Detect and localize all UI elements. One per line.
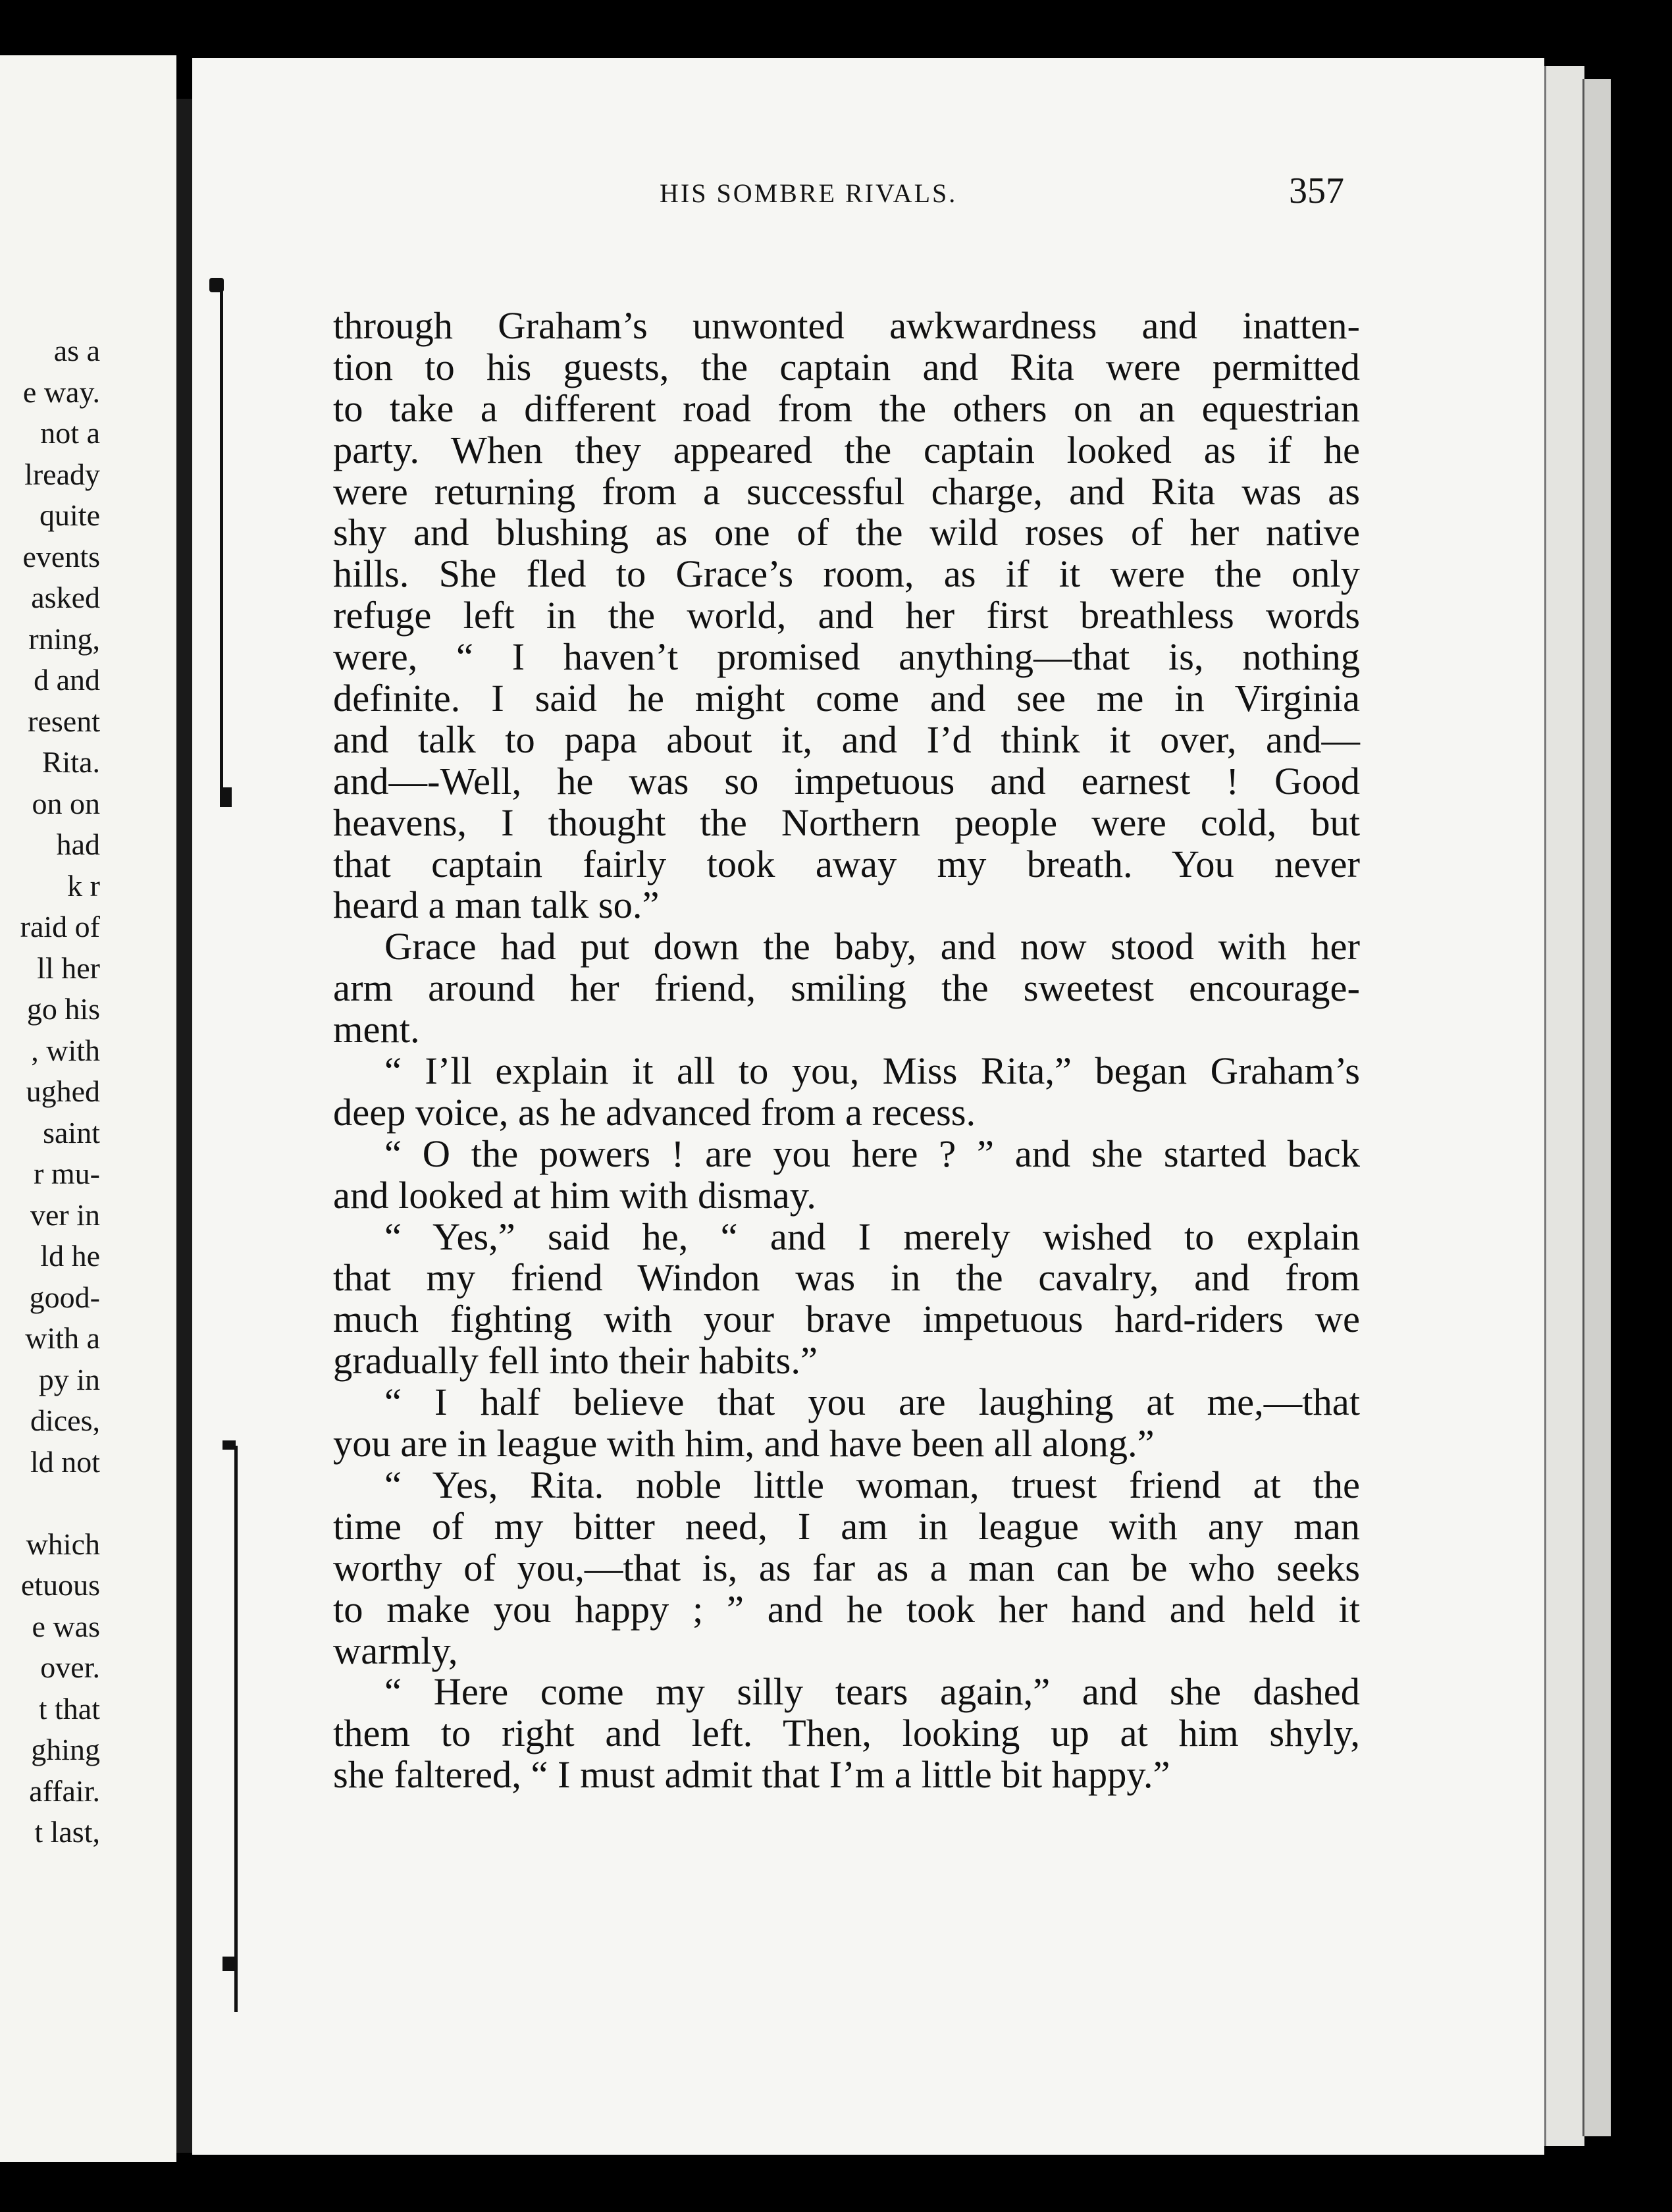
text-line: and looked at him with dismay. — [333, 1173, 816, 1217]
text-line: ment. — [333, 1008, 420, 1051]
binding-thread-mark — [220, 787, 232, 807]
left-page-fragment: t last, — [34, 1815, 100, 1849]
left-page-fragment — [20, 1483, 100, 1524]
left-page-fragment: ver in — [30, 1198, 100, 1232]
left-page-fragment: which — [26, 1527, 100, 1561]
left-page-fragment: over. — [40, 1650, 100, 1684]
left-page-fragment: ll her — [37, 951, 100, 985]
text-line: hills. She fled to Grace’s room, as if it were the only — [333, 552, 1360, 596]
text-line: “ Yes,” said he, “ and I merely wished to explain — [384, 1215, 1360, 1258]
page-edge — [1544, 66, 1584, 2146]
page-number: 357 — [1289, 171, 1344, 211]
text-line: arm around her friend, smiling the sweetest encourage- — [333, 966, 1360, 1010]
text-line: definite. I said he might come and see me in Virginia — [333, 677, 1360, 720]
left-page-fragment: go his — [26, 992, 100, 1026]
text-line: much fighting with your brave impetuous hard-riders we — [333, 1298, 1360, 1341]
text-line: “ I half believe that you are laughing at me,—that — [384, 1381, 1360, 1424]
text-line: were, “ I haven’t promised anything—that is, nothing — [333, 635, 1360, 679]
left-page-fragment: quite — [39, 498, 100, 532]
text-line: to make you happy ; ” and he took her hand and held it — [333, 1587, 1360, 1631]
left-page-fragment: resent — [28, 704, 100, 738]
left-page-fragment: ld not — [30, 1444, 100, 1479]
text-line: worthy of you,—that is, as far as a man can be who seeks — [333, 1546, 1360, 1589]
left-page-fragment: dices, — [30, 1404, 100, 1437]
text-line: Grace had put down the baby, and now stood with her — [384, 925, 1360, 968]
left-page-fragment: k r — [67, 868, 100, 903]
left-page-text-fragments — [20, 330, 100, 1853]
left-page-fragment: Rita. — [41, 745, 100, 779]
left-page-fragment: raid of — [20, 910, 100, 943]
left-page-fragment: t that — [38, 1691, 100, 1725]
binding-line — [234, 1446, 238, 2012]
left-page-fragment: as a — [53, 334, 100, 367]
left-page-fragment: asked — [31, 581, 100, 614]
left-page-fragment: lready — [24, 457, 100, 491]
text-line: “ O the powers ! are you here ? ” and she started back — [384, 1132, 1360, 1175]
left-page-fragment: py in — [38, 1362, 100, 1396]
left-page-fragment: d and — [34, 663, 100, 697]
binding-thread-mark — [222, 1440, 236, 1450]
text-line: she faltered, “ I must admit that I’m a little bit happy.” — [333, 1753, 1170, 1797]
left-page-fragment: rning, — [28, 621, 100, 656]
text-line: tion to his guests, the captain and Rita were permitted — [333, 345, 1360, 388]
left-page-fragment: e was — [32, 1609, 100, 1643]
left-page-fragment: not a — [40, 416, 100, 450]
text-line: that captain fairly took away my breath. You never — [333, 842, 1360, 885]
text-line: refuge left in the world, and her first breathless words — [333, 594, 1360, 637]
left-page-fragment: with a — [25, 1321, 100, 1355]
left-page-fragment: ughed — [26, 1074, 100, 1108]
body-text — [333, 305, 1360, 1796]
text-line: you are in league with him, and have been all along.” — [333, 1422, 1155, 1465]
text-line: heard a man talk so.” — [333, 883, 660, 927]
left-page-fragment: good- — [29, 1280, 100, 1314]
text-line: through Graham’s unwonted awkwardness and inatten- — [333, 304, 1360, 347]
running-head: HIS SOMBRE RIVALS. — [660, 178, 958, 208]
text-line: heavens, I thought the Northern people were cold, but — [333, 801, 1360, 844]
left-page-fragment: affair. — [29, 1774, 100, 1808]
text-line: shy and blushing as one of the wild roses of her native — [333, 511, 1360, 554]
text-line: time of my bitter need, I am in league with any man — [333, 1504, 1360, 1548]
text-line: and—-Well, he was so impetuous and earnest ! Good — [333, 759, 1360, 803]
left-page-fragment: r mu- — [34, 1157, 100, 1190]
cover-edge — [1582, 79, 1611, 2136]
left-page — [0, 55, 176, 2162]
left-page-fragment: had — [56, 828, 100, 861]
text-line: “ I’ll explain it all to you, Miss Rita,” began Graham’s — [384, 1049, 1360, 1093]
left-page-fragment: on on — [32, 786, 100, 820]
binding-line — [220, 290, 223, 790]
text-line: to take a different road from the others on an equestrian — [333, 386, 1360, 430]
left-page-fragment: e way. — [22, 375, 100, 409]
text-line: and talk to papa about it, and I’d think it over, and— — [333, 718, 1360, 761]
text-line: deep voice, as he advanced from a recess. — [333, 1090, 976, 1134]
text-line: “ Yes, Rita. noble little woman, truest friend at the — [384, 1463, 1360, 1506]
left-page-fragment: , with — [31, 1033, 100, 1067]
left-page-fragment: ghing — [31, 1733, 100, 1766]
text-line: warmly, — [333, 1629, 458, 1672]
text-line: party. When they appeared the captain looked as if he — [333, 428, 1360, 471]
text-line: that my friend Windon was in the cavalry, and from — [333, 1256, 1360, 1300]
left-page-fragment: saint — [43, 1115, 100, 1149]
binding-thread-mark — [222, 1957, 234, 1971]
left-page-fragment: etuous — [20, 1568, 100, 1602]
text-line: gradually fell into their habits.” — [333, 1339, 818, 1382]
left-page-fragment: ld he — [40, 1239, 100, 1273]
text-line: “ Here come my silly tears again,” and she dashed — [384, 1670, 1360, 1714]
text-line: were returning from a successful charge, and Rita was as — [333, 469, 1360, 513]
text-line: them to right and left. Then, looking up at him shyly, — [333, 1712, 1360, 1755]
left-page-fragment: events — [22, 539, 100, 573]
